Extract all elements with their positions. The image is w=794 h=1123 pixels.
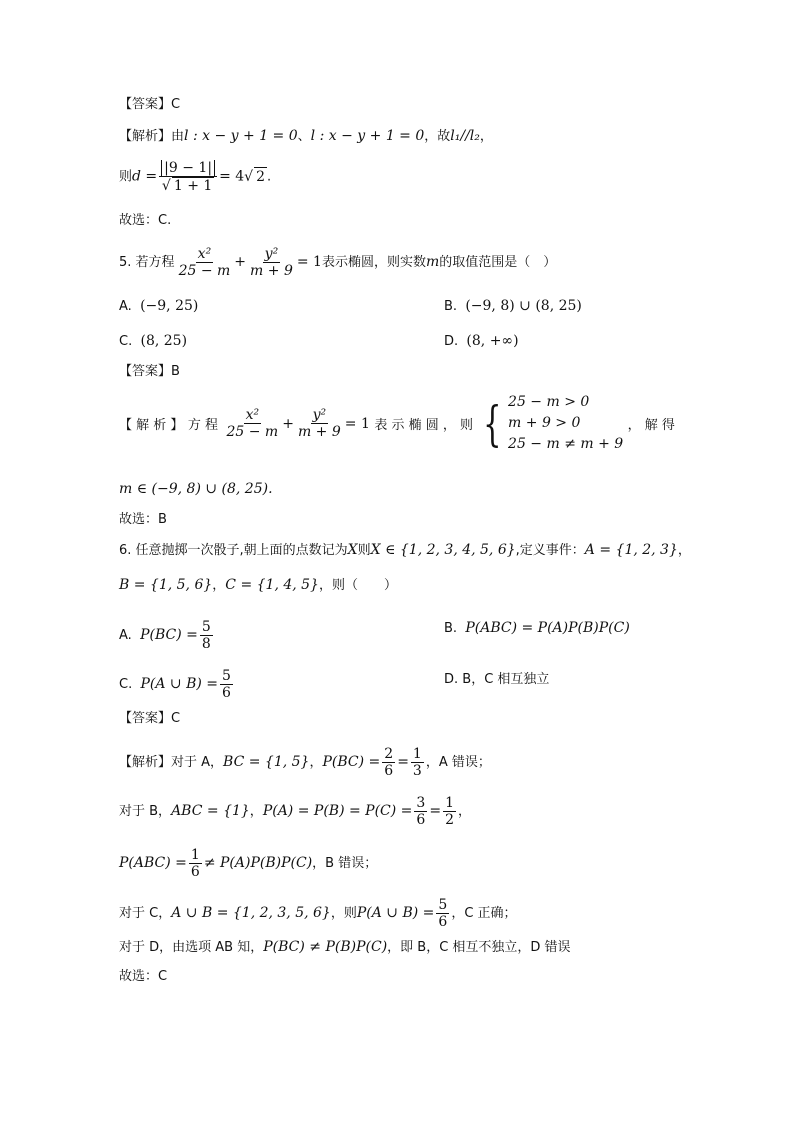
q4-analysis-label: 【解析】	[119, 129, 172, 144]
q6-b-p: P(A) = P(B) = P(C) =	[262, 803, 413, 819]
q5-jiede: ， 解 得	[627, 418, 675, 433]
q5-option-d-value: (8, +∞)	[466, 333, 519, 349]
q6-x: X	[347, 542, 358, 558]
q6-option-c	[119, 668, 235, 701]
q5-sys-1: 25 − m > 0	[508, 394, 590, 410]
q6-analysis-b	[119, 795, 471, 828]
q5-option-c	[119, 332, 187, 351]
q6-b-set: B = {1, 5, 6}	[119, 577, 213, 593]
q5-option-b	[444, 297, 582, 316]
q5-option-d	[444, 332, 519, 351]
q6-b-d2: 2	[445, 812, 454, 828]
q5-a-f1-num: x²	[245, 407, 260, 423]
q6-comma: ，	[677, 543, 691, 558]
q6-a-n1: 2	[384, 746, 394, 762]
q5-option-c-value: (8, 25)	[140, 333, 188, 349]
q5-m: m	[425, 254, 440, 270]
q5-biao: 表 示 椭 圆 ， 则	[374, 418, 474, 433]
q5-a-f2-den: m + 9	[297, 424, 341, 440]
q6-b2-p: P(ABC) =	[119, 855, 187, 871]
q6-option-a	[119, 619, 215, 652]
q4-distance-line: 则d = $\frac{|9 - 1|}{√ 1 + 1}$ = 4√ 2 .	[119, 160, 272, 194]
q6-a-p: P(BC) =	[322, 754, 381, 770]
q6-b2-n: 1	[190, 847, 200, 863]
q4-distance-fraction: $\frac{|9 - 1|}{√ 1 + 1}$	[159, 160, 217, 194]
q5-plus: +	[234, 254, 247, 270]
q5-choose: 故选：B	[119, 512, 167, 527]
q6-text: 则	[357, 543, 371, 558]
q6-a-eq: =	[397, 754, 409, 770]
q5-text: 若方程	[135, 255, 175, 270]
q5-analysis-label: 【 解 析 】	[119, 418, 184, 433]
q6-b2-rest: ≠ P(A)P(B)P(C)	[203, 855, 313, 871]
q6-a-n2: 1	[412, 746, 422, 762]
q5-option-a-value: (−9, 25)	[140, 298, 199, 314]
q6-option-b-expr: P(ABC) = P(A)P(B)P(C)	[465, 620, 630, 636]
q6-b-eq: =	[429, 803, 442, 819]
q6-text: ，A 错误；	[425, 755, 491, 770]
q5-analysis-line	[119, 392, 675, 455]
q6-a-set: A = {1, 2, 3}	[584, 542, 678, 558]
q6-text: ，B 错误；	[312, 856, 378, 871]
q6-option-c-expr: P(A ∪ B) =	[140, 676, 219, 692]
q5-number: 5.	[119, 255, 132, 270]
q5-answer: 【答案】B	[119, 364, 180, 379]
q4-analysis-line	[119, 127, 493, 146]
q6-stem-line1	[119, 541, 691, 560]
q6-answer: 【答案】C	[119, 711, 181, 726]
q6-b2-frac	[189, 847, 202, 880]
q6-comma: ，	[309, 755, 323, 770]
q4-text: ，	[479, 129, 493, 144]
q5-f2-num: y²	[264, 246, 279, 262]
q6-c-p: P(A ∪ B) =	[356, 905, 435, 921]
q6-choose: 故选：C	[119, 969, 168, 984]
q5-f1-den: 25 − m	[178, 263, 231, 279]
q6-comma: ，	[249, 804, 263, 819]
q6-text: ，则（ ）	[318, 578, 397, 593]
q6-c-d: 6	[438, 914, 448, 930]
q6-x-set: X ∈ {1, 2, 3, 4, 5, 6}	[370, 542, 516, 558]
q6-c-set: C = {1, 4, 5}	[225, 577, 319, 593]
q5-fang: 方 程	[187, 418, 219, 433]
q6-text: 对于 D，由选项 AB 知，	[119, 940, 264, 955]
q6-comma: ，	[457, 804, 471, 819]
q6-option-c-fraction	[220, 668, 233, 701]
q5-inequality-system	[508, 392, 623, 455]
q4-denominator-root: 1 + 1	[173, 178, 213, 194]
q6-b-frac1	[414, 795, 427, 828]
q5-f2-den: m + 9	[250, 263, 293, 279]
q5-eq1: = 1	[296, 254, 322, 270]
q6-c-frac	[436, 897, 449, 930]
q5-range: m ∈ (−9, 8) ∪ (8, 25).	[119, 481, 273, 497]
q6-text: 对于 C，	[119, 906, 172, 921]
q4-choose: 故选：C.	[119, 213, 172, 228]
q4-answer: 【答案】C	[119, 97, 181, 112]
q4-d: d =	[132, 168, 158, 185]
q5-stem	[119, 246, 556, 279]
q6-option-a-den: 8	[201, 636, 211, 652]
q4-then: 则	[119, 169, 133, 185]
q5-text: 的取值范围是（ ）	[439, 255, 557, 270]
q6-c-union: A ∪ B = {1, 2, 3, 5, 6}	[171, 905, 331, 921]
q6-a-d1: 6	[384, 763, 394, 779]
q6-option-a-fraction	[200, 619, 213, 652]
q5-a-plus: +	[282, 415, 294, 432]
left-brace-icon: {	[483, 395, 502, 452]
q6-option-a-num: 5	[201, 619, 211, 635]
q4-sep: 、	[297, 129, 311, 144]
q6-option-c-den: 6	[222, 685, 231, 701]
q5-a-f1-den: 25 − m	[226, 424, 279, 440]
q6-analysis-a	[119, 746, 491, 779]
q4-line1-eq: l : x − y + 1 = 0	[184, 128, 298, 144]
q5-sys-2: m + 9 > 0	[508, 415, 581, 431]
q6-option-a-expr: P(BC) =	[140, 627, 198, 643]
q6-option-c-num: 5	[222, 668, 231, 684]
q6-a-bc: BC = {1, 5}	[223, 754, 310, 770]
q6-text: ，则	[330, 906, 357, 921]
q6-text: ,定义事件：	[515, 543, 585, 558]
q6-analysis-c	[119, 897, 517, 930]
q6-option-b-label: B.	[444, 621, 458, 636]
q5-option-b-label: B.	[444, 299, 458, 314]
q5-analysis-fraction-y	[296, 407, 343, 440]
q6-text: ，即 B，C 相互不独立，D 错误	[387, 940, 571, 955]
q6-a-frac2	[411, 746, 424, 779]
q6-text: 【解析】对于 A，	[119, 755, 224, 770]
q6-b-frac2	[443, 795, 456, 828]
q6-b-abc: ABC = {1}	[171, 803, 250, 819]
q6-analysis-d	[119, 938, 571, 957]
q6-comma: ，	[212, 578, 226, 593]
q4-parallel: l₁//l₂	[450, 128, 480, 144]
q5-analysis-fraction-x	[224, 407, 280, 440]
q6-d-expr: P(BC) ≠ P(B)P(C)	[263, 939, 388, 955]
q6-b-d1: 6	[416, 812, 426, 828]
q4-text: 由	[171, 129, 185, 144]
q6-c-n: 5	[438, 897, 448, 913]
q4-line2-eq: l : x − y + 1 = 0	[310, 128, 425, 144]
q5-fraction-x	[177, 246, 233, 279]
q6-option-c-label: C.	[119, 677, 133, 692]
q6-a-frac1	[382, 746, 395, 779]
q4-numerator: |9 − 1|	[161, 160, 215, 176]
q5-a-eq1: = 1	[344, 415, 370, 432]
q6-option-a-label: A.	[119, 628, 132, 643]
q4-result-root: 2	[256, 168, 265, 185]
q4-period: .	[267, 169, 272, 185]
q5-option-a-label: A.	[119, 299, 132, 314]
q6-b2-d: 6	[190, 864, 200, 880]
q6-text: ，C 正确；	[451, 906, 517, 921]
q6-a-d2: 3	[412, 763, 422, 779]
q5-option-d-label: D.	[444, 334, 459, 349]
q6-option-d: D. B，C 相互独立	[444, 672, 550, 687]
q5-option-b-value: (−9, 8) ∪ (8, 25)	[465, 298, 582, 314]
q6-text: 对于 B，	[119, 804, 172, 819]
q6-b-n1: 3	[416, 795, 426, 811]
q6-stem-line2	[119, 576, 397, 595]
q5-option-a	[119, 297, 198, 316]
q4-text: ，故	[424, 129, 451, 144]
q6-option-b	[444, 619, 630, 638]
q5-a-f2-num: y²	[312, 407, 327, 423]
q5-f1-num: x²	[197, 246, 212, 262]
q6-b-n2: 1	[445, 795, 454, 811]
q5-fraction-y	[248, 246, 295, 279]
q5-option-c-label: C.	[119, 334, 133, 349]
q6-text: 6. 任意抛掷一次骰子,朝上面的点数记为	[119, 543, 348, 558]
q6-analysis-b2	[119, 847, 377, 880]
q5-text: 表示椭圆，则实数	[321, 255, 426, 270]
q5-sys-3: 25 − m ≠ m + 9	[508, 436, 624, 452]
q4-result: = 4	[219, 168, 245, 185]
